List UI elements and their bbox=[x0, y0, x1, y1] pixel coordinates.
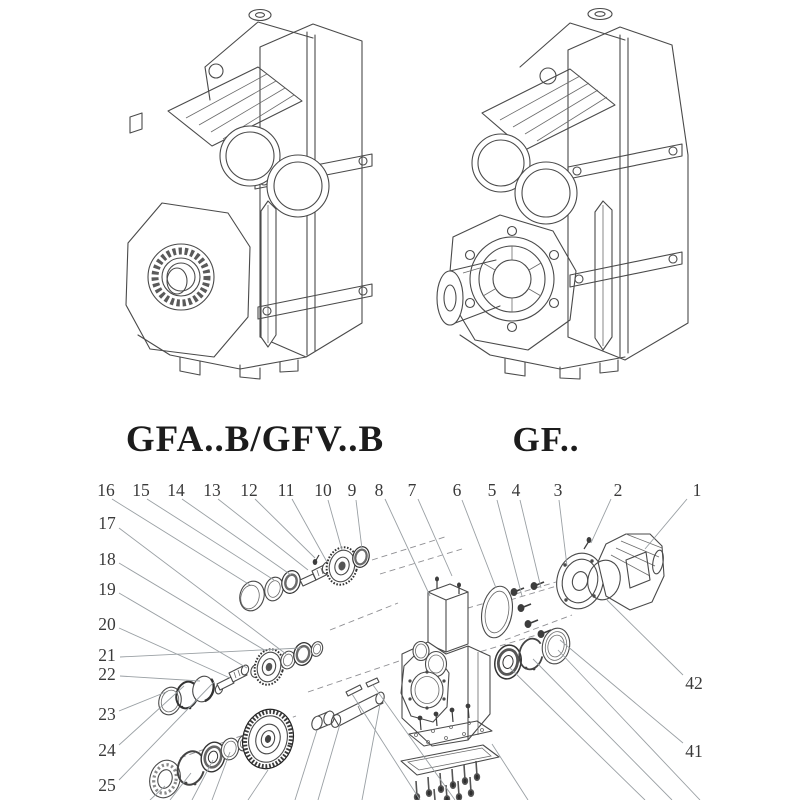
leader-line-14 bbox=[182, 499, 291, 575]
flange-bolts bbox=[511, 582, 551, 637]
part-number-12: 12 bbox=[240, 480, 258, 500]
leader-line-12 bbox=[255, 499, 315, 558]
gearbox-body-left bbox=[126, 10, 372, 380]
part-number-6: 6 bbox=[452, 480, 462, 500]
input-shaft-assembly bbox=[236, 544, 371, 614]
gearbox-isometric-drawing-right bbox=[420, 5, 695, 390]
part-number-23: 23 bbox=[98, 704, 116, 724]
leader-line-42 bbox=[607, 600, 683, 675]
part-number-14: 14 bbox=[167, 480, 185, 500]
part-number-4: 4 bbox=[511, 480, 521, 500]
leader-line-7 bbox=[418, 499, 452, 576]
part-number-5: 5 bbox=[487, 480, 497, 500]
leader-line-24 bbox=[119, 686, 184, 745]
leader-line-22 bbox=[120, 676, 200, 681]
model-label-gf: GF.. bbox=[512, 420, 580, 459]
part-number-19: 19 bbox=[98, 579, 116, 599]
leader-line-6 bbox=[462, 500, 496, 588]
gearbox-body-right bbox=[437, 9, 688, 380]
leader-line-1 bbox=[645, 499, 687, 549]
leader-line-41 bbox=[560, 640, 683, 743]
leader-line-8 bbox=[385, 499, 430, 596]
leader-line-4 bbox=[520, 500, 541, 588]
part-number-10: 10 bbox=[314, 480, 332, 500]
model-label-gfab-gfvb: GFA..B/GFV..B bbox=[125, 419, 385, 460]
leader-line-15 bbox=[147, 499, 274, 580]
leader-line-10 bbox=[328, 500, 342, 550]
leader-line-9 bbox=[356, 500, 362, 549]
leader-line-13 bbox=[218, 499, 308, 570]
part-number-13: 13 bbox=[203, 480, 221, 500]
exploded-parts-diagram bbox=[0, 460, 800, 800]
part-number-11: 11 bbox=[277, 480, 295, 500]
part-number-42: 42 bbox=[685, 673, 703, 693]
motor-and-flange-assembly bbox=[478, 534, 665, 640]
part-number-17: 17 bbox=[98, 513, 116, 533]
leader-line-20 bbox=[119, 628, 230, 678]
part-number-18: 18 bbox=[98, 549, 116, 569]
part-number-15: 15 bbox=[132, 480, 150, 500]
leader-line-3 bbox=[559, 500, 567, 566]
part-number-21: 21 bbox=[98, 645, 116, 665]
part-number-2: 2 bbox=[613, 480, 623, 500]
part-number-3: 3 bbox=[553, 480, 563, 500]
cover-bolts bbox=[415, 761, 480, 800]
part-number-callouts bbox=[97, 480, 703, 795]
part-number-1: 1 bbox=[692, 480, 702, 500]
gearbox-isometric-drawing-left bbox=[110, 5, 390, 390]
part-number-25: 25 bbox=[98, 775, 116, 795]
part-number-8: 8 bbox=[374, 480, 384, 500]
part-number-22: 22 bbox=[98, 664, 116, 684]
part-number-24: 24 bbox=[98, 740, 116, 760]
leader-line-2 bbox=[591, 499, 611, 543]
second-stage-assembly bbox=[214, 640, 324, 694]
part-number-41: 41 bbox=[685, 741, 703, 761]
part-number-20: 20 bbox=[98, 614, 116, 634]
leader-line-5 bbox=[497, 500, 522, 596]
part-number-7: 7 bbox=[407, 480, 417, 500]
part-number-9: 9 bbox=[347, 480, 357, 500]
part-number-16: 16 bbox=[97, 480, 115, 500]
leader-line-16 bbox=[112, 499, 250, 585]
